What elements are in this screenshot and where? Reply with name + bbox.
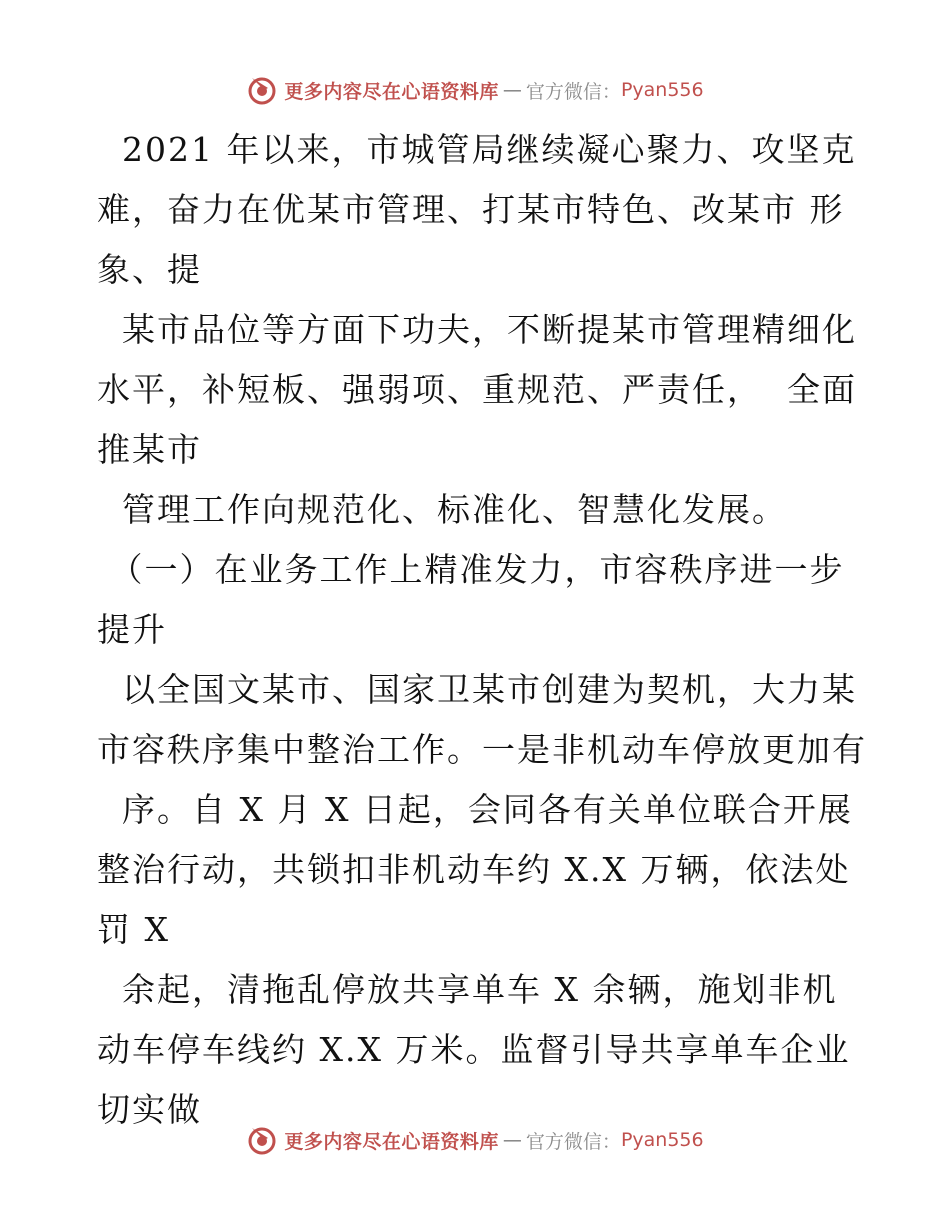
- body-line: 序。自 X 月 X 日起，会同各有关单位联合开展: [97, 790, 853, 829]
- body-line: 以全国文某市、国家卫某市创建为契机，大力某: [97, 670, 857, 709]
- watermark-separator: —: [502, 79, 522, 101]
- body-line: 难，奋力在优某市管理、打某市特色、改某市 形: [97, 190, 845, 229]
- body-line: 余起，清拖乱停放共享单车 X 余辆，施划非机: [97, 970, 838, 1009]
- body-line: 罚 X: [97, 910, 170, 949]
- quill-seal-icon: [246, 74, 278, 106]
- body-line: 推某市: [97, 430, 202, 469]
- watermark-banner-top: [0, 70, 950, 110]
- body-line: 管理工作向规范化、标准化、智慧化发展。: [97, 490, 787, 529]
- body-line: 2021 年以来，市城管局继续凝心聚力、攻坚克: [97, 130, 857, 169]
- quill-seal-icon: [246, 1124, 278, 1156]
- body-line: 水平，补短板、强弱项、重规范、严责任， 全面: [97, 370, 857, 409]
- section-heading: （一）在业务工作上精准发力，市容秩序进一步: [97, 550, 845, 589]
- watermark-separator: —: [502, 1129, 522, 1151]
- document-body: [97, 120, 867, 1140]
- body-line: 切实做: [97, 1090, 202, 1129]
- body-line: 市容秩序集中整治工作。一是非机动车停放更加有: [97, 730, 867, 769]
- watermark-wechat-id: Pyan556: [620, 79, 704, 101]
- body-line: 整治行动，共锁扣非机动车约 X.X 万辆，依法处: [97, 850, 851, 889]
- watermark-site-name: 更多内容尽在心语资料库: [284, 1130, 499, 1153]
- watermark-wechat-id: Pyan556: [620, 1129, 704, 1151]
- body-line: 象、提: [97, 250, 202, 289]
- body-line: 动车停车线约 X.X 万米。监督引导共享单车企业: [97, 1030, 851, 1069]
- watermark-wechat-label: 官方微信：: [525, 80, 621, 103]
- body-line: 某市品位等方面下功夫，不断提某市管理精细化: [97, 310, 857, 349]
- watermark-banner-bottom: [0, 1120, 950, 1160]
- watermark-wechat-label: 官方微信：: [525, 1130, 621, 1153]
- watermark-site-name: 更多内容尽在心语资料库: [284, 80, 499, 103]
- section-heading-cont: 提升: [97, 610, 167, 649]
